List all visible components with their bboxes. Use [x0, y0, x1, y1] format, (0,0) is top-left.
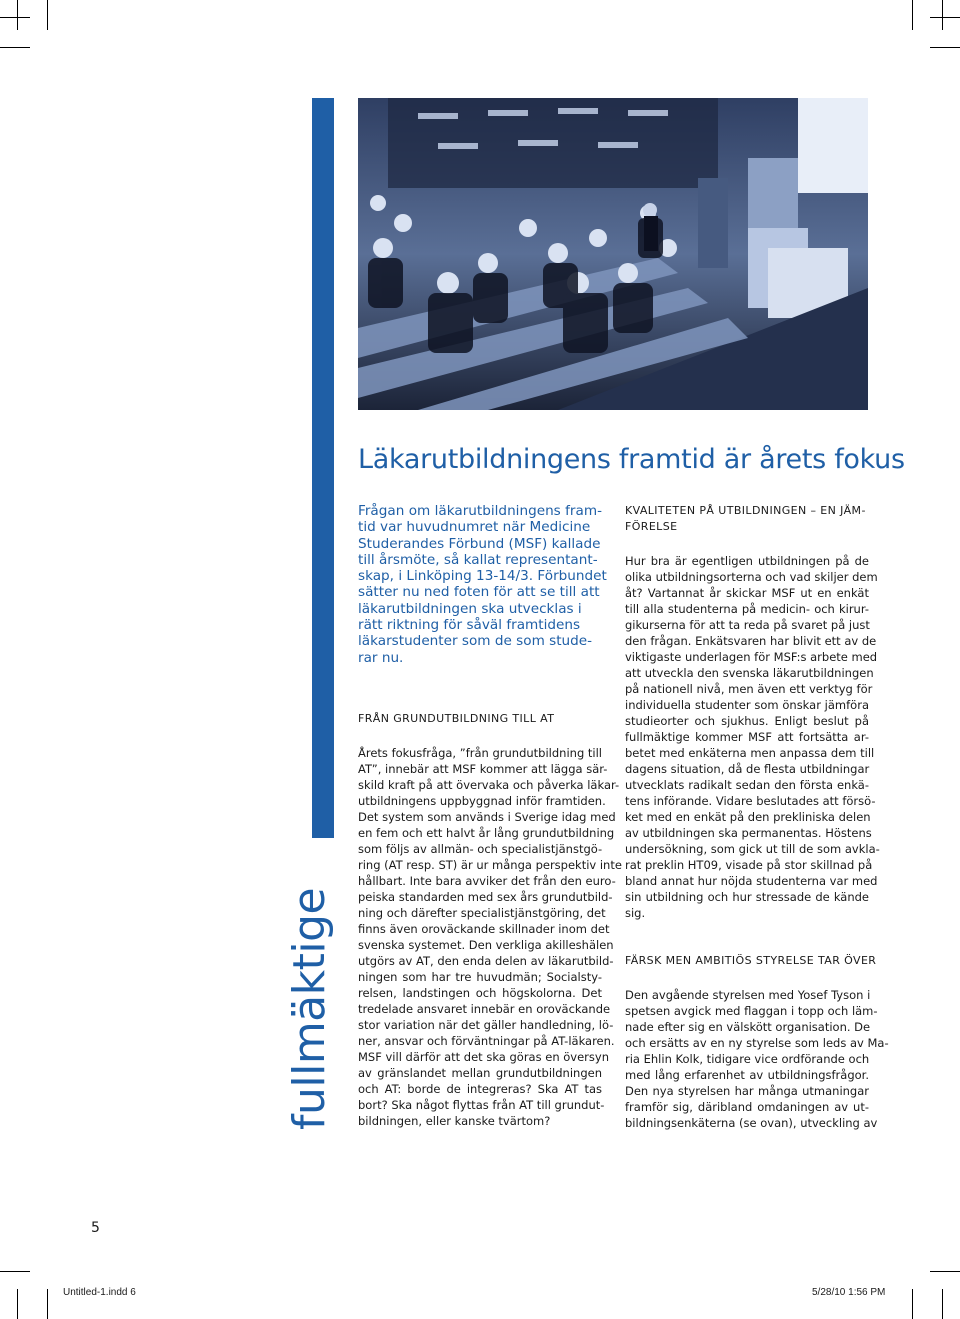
body-line: och AT: borde de integreras? Ska AT tas: [358, 1082, 602, 1096]
body-line: skild kraft på att övervaka och påverka läkar-: [358, 778, 620, 792]
section-body: [625, 987, 889, 1131]
article-column-left: [358, 711, 622, 1129]
body-line: relsen, landstingen och högskolorna. Det: [358, 986, 602, 1000]
crop-mark-top-right-h: [930, 17, 960, 18]
body-line: ria Ehlin Kolk, tidigare vice ordförande och: [625, 1052, 870, 1066]
body-line: åt? Vartannat år skickar MSF ut en enkät: [625, 586, 869, 600]
section-heading-line: KVALITETEN PÅ UTBILDNINGEN – EN JÄM-: [625, 504, 866, 517]
body-line: ner, ansvar och förväntningar på AT-läkaren.: [358, 1034, 615, 1048]
crop-mark-top-left-v2: [47, 0, 48, 30]
body-line: olika utbildningsorterna och vad skiljer dem: [625, 570, 878, 584]
body-line: viktigaste underlagen för MSF:s arbete med: [625, 650, 878, 664]
body-line: till alla studenterna på medicin- och kirur-: [625, 602, 869, 616]
crop-mark-top-left-v: [17, 0, 18, 30]
body-line: stor variation när det gäller handledning, lö-: [358, 1018, 614, 1032]
crop-mark-top-left-h2: [0, 17, 30, 18]
body-line: svenska systemet. Den verkliga akilleshälen: [358, 938, 614, 952]
section-label: fullmäktige: [284, 887, 335, 1130]
body-line: Den avgående styrelsen med Yosef Tyson i: [625, 988, 871, 1002]
article-headline: Läkarutbildningens framtid är årets fokus: [358, 444, 905, 475]
lead-line: Frågan om läkarutbildningens fram-: [358, 503, 602, 519]
crop-mark-bottom-right-v2: [942, 1289, 943, 1319]
body-line: Årets fokusfråga, ”från grundutbildning till: [358, 746, 602, 760]
body-line: finns även oroväckande skillnader inom det: [358, 922, 610, 936]
slug-filename: Untitled-1.indd 6: [63, 1287, 136, 1298]
lead-paragraph: [358, 503, 607, 666]
lead-line: rätt riktning för såväl framtidens: [358, 617, 581, 634]
body-line: ket med en enkät på den prekliniska delen: [625, 810, 871, 824]
lead-line: skap, i Linköping 13-14/3. Förbundet: [358, 568, 607, 585]
body-line: AT”, innebär att MSF kommer att lägga sär-: [358, 762, 608, 776]
body-line: undersökning, som gick ut till de som avkla-: [625, 842, 880, 856]
body-line: utgörs av AT, den enda delen av läkarutbild-: [358, 954, 614, 968]
body-line: sin utbildning och hur stressade de kände: [625, 890, 869, 904]
page-number: 5: [91, 1220, 100, 1236]
lead-line: tid var huvudnumret när Medicine: [358, 519, 591, 536]
lecture-hall-illustration: [358, 98, 868, 410]
crop-mark-top-right-v2: [942, 0, 943, 30]
body-line: utbildningens uppbyggnad inför framtiden.: [358, 794, 606, 808]
crop-mark-bottom-left-v: [47, 1289, 48, 1319]
body-line: bland annat hur nöjda studenterna var med: [625, 874, 878, 888]
body-line: studieorter och sjukhus. Enligt beslut på: [625, 714, 869, 728]
section-heading: FRÅN GRUNDUTBILDNING TILL AT: [358, 712, 555, 725]
body-line: bildningen, eller kanske tvärtom?: [358, 1114, 551, 1128]
body-line: bildningsenkäterna (se ovan), utveckling av: [625, 1116, 878, 1130]
section-heading-line: FÖRELSE: [625, 520, 678, 533]
body-line: gikurserna för att ta reda på svaret på just: [625, 618, 870, 632]
body-line: betet med enkäterna men anpassa dem till: [625, 746, 875, 760]
article-column-right: [625, 503, 889, 1131]
body-line: Det system som används i Sverige idag med: [358, 810, 616, 824]
body-line: sig.: [625, 906, 646, 920]
section-color-bar: [312, 98, 334, 838]
crop-mark-top-right-h2: [930, 47, 960, 48]
body-line: tens införande. Vidare beslutades att försö-: [625, 794, 876, 808]
body-line: MSF vill därför att det ska göras en översyn: [358, 1050, 610, 1064]
body-line: peiska standarden med sex års grundutbild-: [358, 890, 613, 904]
body-line: ningen som har tre huvudmän; Socialsty-: [358, 970, 602, 984]
body-line: fullmäktige kommer MSF att fortsätta ar-: [625, 730, 869, 744]
body-line: nade efter sig en välskött organisation. De: [625, 1020, 871, 1034]
body-line: hållbart. Inte bara avviker det från den euro-: [358, 874, 616, 888]
body-line: Hur bra är egentligen utbildningen på de: [625, 554, 869, 568]
crop-mark-bottom-left-h: [0, 1271, 30, 1272]
crop-mark-bottom-right-h: [930, 1271, 960, 1272]
body-line: spetsen avgick med flaggan i topp och läm-: [625, 1004, 878, 1018]
body-line: på nationell nivå, men även ett verktyg för: [625, 682, 873, 696]
lead-line: rar nu.: [358, 649, 404, 666]
section-body: [358, 745, 622, 1129]
body-line: den frågan. Enkätsvaren har blivit ett av de: [625, 634, 877, 648]
body-line: utvecklats radikalt sedan den första enkä-: [625, 778, 869, 792]
body-line: att utveckla den svenska läkarutbildningen: [625, 666, 874, 680]
body-line: en fem och ett halvt år lång grundutbildning: [358, 826, 615, 840]
section-heading: FÄRSK MEN AMBITIÖS STYRELSE TAR ÖVER: [625, 954, 877, 967]
body-line: bort? Ska något flyttas från AT till grundut-: [358, 1098, 605, 1112]
lead-line: läkarutbildningen ska utvecklas i: [358, 600, 582, 617]
body-line: ning och därefter specialistjänstgöring, det: [358, 906, 606, 920]
body-line: som följs av allmän- och specialistjänstgö-: [358, 842, 603, 856]
body-line: tredelade ansvaret innebär en oroväckande: [358, 1002, 611, 1016]
crop-mark-top-right-v: [912, 0, 913, 30]
body-line: och ersätts av en ny styrelse som leds av Ma-: [625, 1036, 889, 1050]
crop-mark-top-left-h: [0, 47, 30, 48]
body-line: dagens situation, då de flesta utbildningar: [625, 762, 870, 776]
section-body: [625, 553, 880, 921]
body-line: av utbildningen ska permanentas. Höstens: [625, 826, 872, 840]
body-line: av gränslandet mellan grundutbildningen: [358, 1066, 602, 1080]
body-line: ring (AT resp. ST) är ur många perspektiv inte: [358, 858, 622, 872]
crop-mark-bottom-right-v: [912, 1289, 913, 1319]
body-line: individuella studenter som önskar jämföra: [625, 698, 869, 712]
crop-mark-bottom-left-v2: [17, 1289, 18, 1319]
body-line: med lång erfarenhet av utbildningsfrågor.: [625, 1068, 869, 1082]
body-line: Den nya styrelsen har många utmaningar: [625, 1084, 869, 1098]
lecture-hall-photo: [358, 98, 868, 410]
lead-line: sätter nu ned foten för att se till att: [358, 584, 600, 601]
body-line: framför sig, däribland omdaningen av ut-: [625, 1100, 869, 1114]
body-line: rat preklin HT09, visade på stor skillnad på: [625, 858, 873, 872]
lead-line: läkarstudenter som de som stude-: [358, 633, 593, 650]
lead-line: Studerandes Förbund (MSF) kallade: [358, 535, 601, 552]
lead-line: till årsmöte, så kallat representant-: [358, 551, 598, 568]
slug-datetime: 5/28/10 1:56 PM: [812, 1287, 886, 1298]
